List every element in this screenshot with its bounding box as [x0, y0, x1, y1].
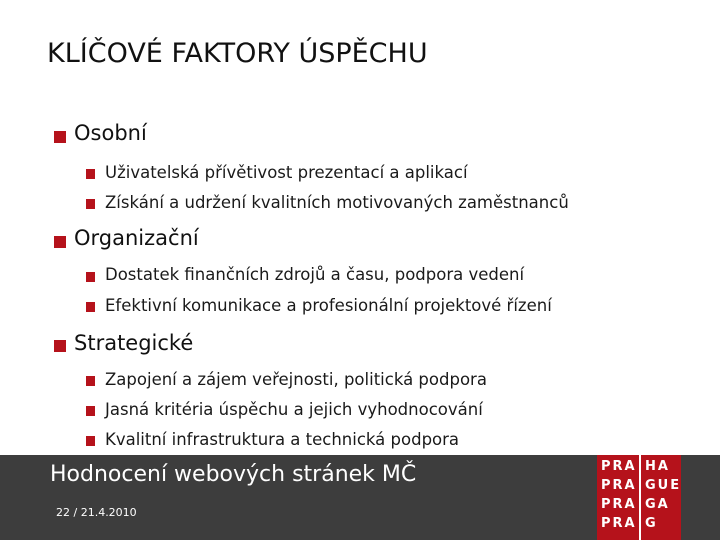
section-item: Jasná kritéria úspěchu a jejich vyhodnocování [105, 400, 483, 419]
item-bullet-square [86, 436, 95, 446]
footer-page-date: 22 / 21.4.2010 [56, 506, 137, 519]
footer-bar [0, 455, 720, 540]
item-bullet-square [86, 376, 95, 386]
section-bullet-square [54, 131, 66, 143]
footer-title: Hodnocení webových stránek MČ [50, 462, 417, 487]
logo-text-left: PRA [601, 478, 637, 493]
section-item: Dostatek finančních zdrojů a času, podpora vedení [105, 265, 525, 284]
slide-title: KLÍČOVÉ FAKTORY ÚSPĚCHU [47, 38, 428, 69]
section-item: Kvalitní infrastruktura a technická podpora [105, 430, 460, 449]
section-heading-strategicke: Strategické [74, 331, 194, 355]
item-bullet-square [86, 272, 95, 282]
item-bullet-square [86, 406, 95, 416]
section-bullet-square [54, 236, 66, 248]
item-bullet-square [86, 169, 95, 179]
section-item: Zapojení a zájem veřejnosti, politická podpora [105, 370, 487, 389]
section-item: Uživatelská přívětivost prezentací a aplikací [105, 163, 468, 182]
logo-text-right: GUE [645, 478, 682, 493]
praha-logo [597, 455, 681, 540]
logo-text-left: PRA [601, 459, 637, 474]
logo-text-right: G [645, 516, 658, 531]
section-heading-organizacni: Organizační [74, 226, 199, 250]
section-item: Efektivní komunikace a profesionální projektové řízení [105, 296, 552, 315]
logo-text-left: PRA [601, 497, 637, 512]
logo-text-left: PRA [601, 516, 637, 531]
section-bullet-square [54, 340, 66, 352]
section-item: Získání a udržení kvalitních motivovaných zaměstnanců [105, 193, 569, 212]
item-bullet-square [86, 199, 95, 209]
logo-divider [639, 455, 641, 540]
section-heading-osobni: Osobní [74, 121, 147, 145]
logo-text-right: GA [645, 497, 670, 512]
item-bullet-square [86, 302, 95, 312]
logo-text-right: HA [645, 459, 670, 474]
